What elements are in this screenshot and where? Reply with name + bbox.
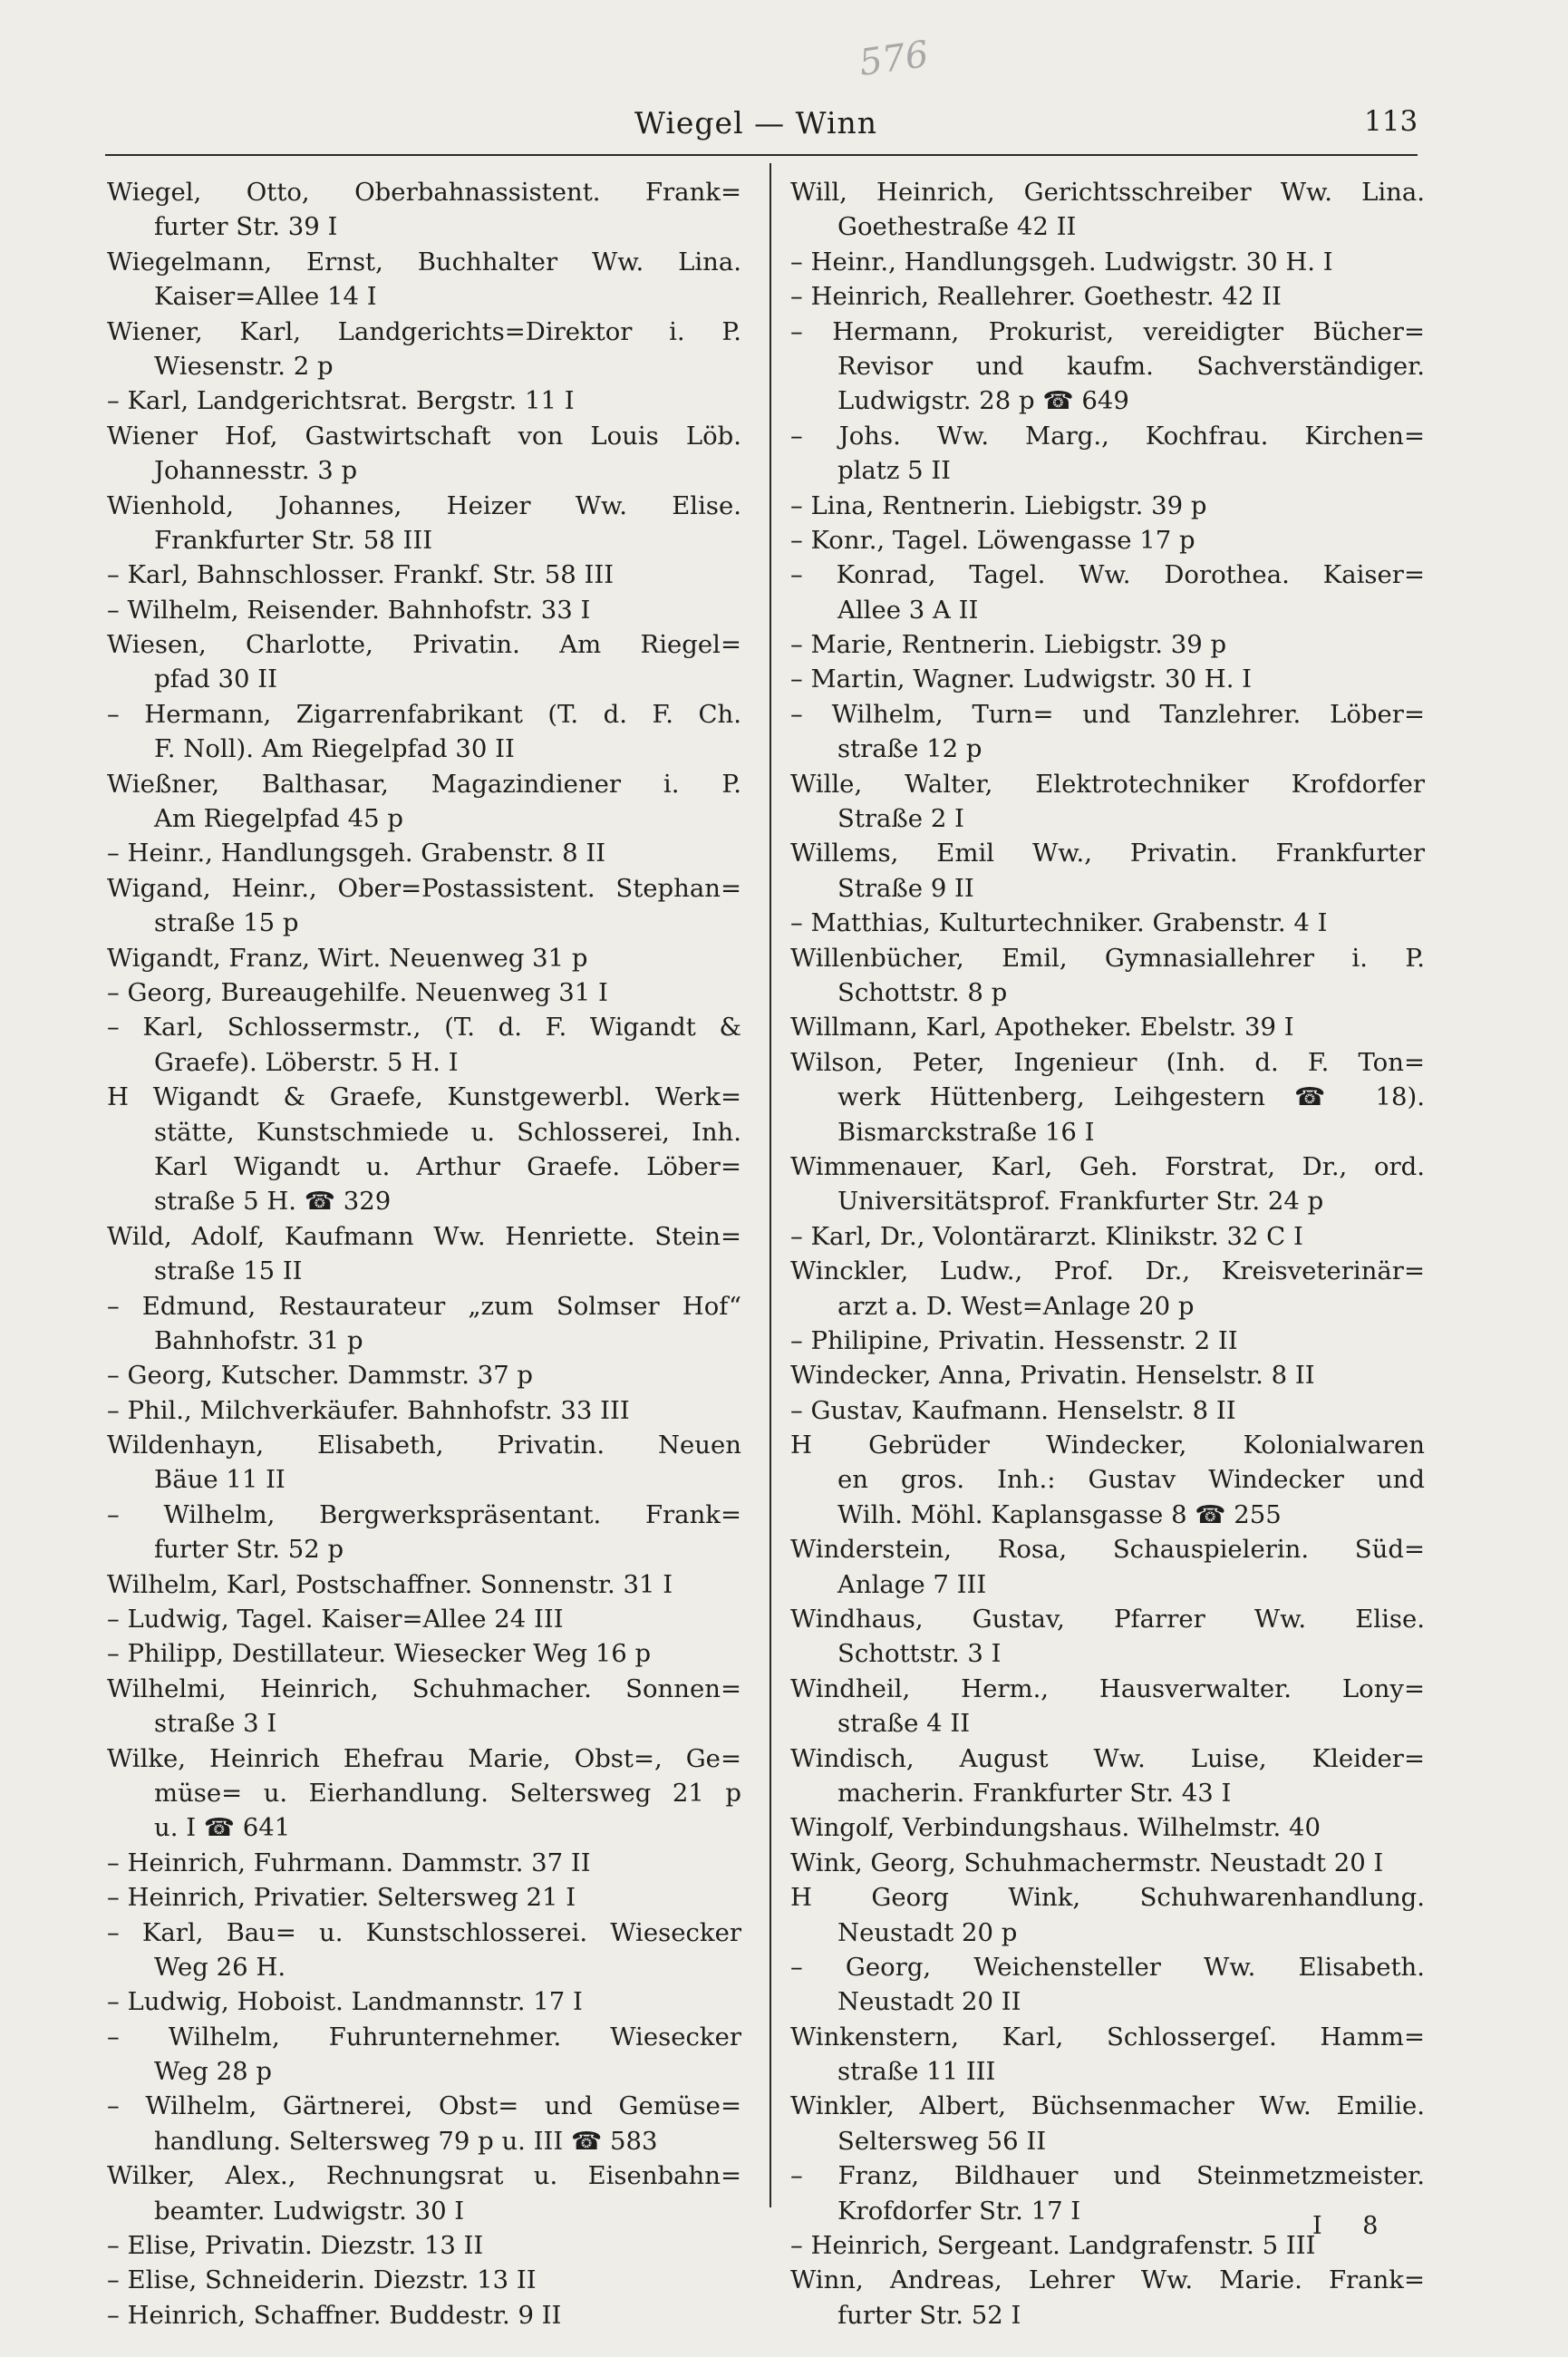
directory-line: – Heinrich, Fuhrmann. Dammstr. 37 II bbox=[107, 1848, 591, 1877]
directory-line: – Konrad, Tagel. Ww. Dorothea. Kaiser= bbox=[790, 560, 1425, 590]
directory-line: – Hermann, Prokurist, vereidigter Bücher= bbox=[790, 316, 1425, 346]
directory-line: straße 3 I bbox=[154, 1709, 277, 1739]
directory-line: müse= u. Eierhandlung. Seltersweg 21 p bbox=[154, 1778, 741, 1808]
directory-line: Winkler, Albert, Büchsenmacher Ww. Emilie. bbox=[790, 2091, 1425, 2121]
directory-line: Am Riegelpfad 45 p bbox=[154, 804, 403, 834]
directory-line: Wilson, Peter, Ingenieur (Inh. d. F. Ton= bbox=[790, 1047, 1425, 1077]
directory-line: beamter. Ludwigstr. 30 I bbox=[154, 2196, 465, 2226]
directory-line: – Marie, Rentnerin. Liebigstr. 39 p bbox=[790, 630, 1227, 660]
directory-line: – Wilhelm, Gärtnerei, Obst= und Gemüse= bbox=[107, 2091, 741, 2121]
directory-line: arzt a. D. West=Anlage 20 p bbox=[837, 1291, 1195, 1321]
directory-line: Seltersweg 56 II bbox=[837, 2126, 1047, 2156]
directory-line: Wink, Georg, Schuhmachermstr. Neustadt 20 I bbox=[790, 1848, 1384, 1877]
directory-line: Wiener Hof, Gastwirtschaft von Louis Löb. bbox=[107, 421, 741, 451]
directory-line: – Wilhelm, Bergwerkspräsentant. Frank= bbox=[107, 1499, 741, 1529]
directory-line: Winkenstern, Karl, Schlossergeſ. Hamm= bbox=[790, 2022, 1425, 2051]
directory-line: Winderstein, Rosa, Schauspielerin. Süd= bbox=[790, 1535, 1425, 1565]
directory-line: platz 5 II bbox=[837, 456, 952, 486]
directory-line: Graefe). Löberstr. 5 H. I bbox=[154, 1047, 459, 1077]
directory-line: en gros. Inh.: Gustav Windecker und bbox=[837, 1465, 1425, 1495]
directory-line: Neustadt 20 II bbox=[837, 1987, 1021, 2017]
directory-line: – Franz, Bildhauer und Steinmetzmeister. bbox=[790, 2161, 1425, 2191]
directory-line: Bismarckstraße 16 I bbox=[837, 1117, 1095, 1147]
directory-line: Willems, Emil Ww., Privatin. Frankfurter bbox=[790, 839, 1425, 868]
directory-line: macherin. Frankfurter Str. 43 I bbox=[837, 1778, 1232, 1808]
directory-line: Wimmenauer, Karl, Geh. Forstrat, Dr., ord. bbox=[790, 1151, 1425, 1181]
directory-line: Weg 26 H. bbox=[154, 1952, 286, 1982]
right-column bbox=[790, 175, 1425, 2333]
directory-line: Universitätsprof. Frankfurter Str. 24 p bbox=[837, 1187, 1324, 1217]
directory-line: – Konr., Tagel. Löwengasse 17 p bbox=[790, 525, 1195, 555]
directory-line: – Johs. Ww. Marg., Kochfrau. Kirchen= bbox=[790, 421, 1425, 451]
directory-line: – Georg, Bureaugehilfe. Neuenweg 31 I bbox=[107, 977, 608, 1007]
directory-line: – Elise, Privatin. Diezstr. 13 II bbox=[107, 2231, 484, 2261]
directory-line: Will, Heinrich, Gerichtsschreiber Ww. Lina. bbox=[790, 178, 1425, 207]
directory-line: Wiener, Karl, Landgerichts=Direktor i. P. bbox=[107, 316, 741, 346]
page-title: Wiegel — Winn bbox=[634, 105, 878, 141]
directory-line: straße 12 p bbox=[837, 734, 982, 764]
directory-line: straße 4 II bbox=[837, 1709, 971, 1739]
directory-line: – Karl, Schlossermstr., (T. d. F. Wigandt & bbox=[107, 1013, 741, 1043]
directory-line: – Edmund, Restaurateur „zum Solmser Hof“ bbox=[107, 1291, 741, 1321]
directory-line: – Heinr., Handlungsgeh. Ludwigstr. 30 H. I bbox=[790, 247, 1333, 276]
directory-line: Bäue 11 II bbox=[154, 1465, 286, 1495]
directory-line: handlung. Seltersweg 79 p u. III ☎ 583 bbox=[154, 2126, 658, 2156]
directory-line: Krofdorfer Str. 17 I bbox=[837, 2196, 1081, 2226]
directory-line: – Gustav, Kaufmann. Henselstr. 8 II bbox=[790, 1395, 1236, 1425]
directory-line: Wiesen, Charlotte, Privatin. Am Riegel= bbox=[107, 630, 741, 660]
directory-line: Willmann, Karl, Apotheker. Ebelstr. 39 I bbox=[790, 1013, 1294, 1043]
directory-line: – Wilhelm, Fuhrunternehmer. Wiesecker bbox=[107, 2022, 741, 2051]
directory-line: Willenbücher, Emil, Gymnasiallehrer i. P. bbox=[790, 943, 1425, 973]
pencil-annotation: 576 bbox=[857, 33, 932, 85]
directory-line: Weg 28 p bbox=[154, 2057, 272, 2087]
directory-line: – Georg, Weichensteller Ww. Elisabeth. bbox=[790, 1952, 1425, 1982]
directory-line: – Heinrich, Schaffner. Buddestr. 9 II bbox=[107, 2300, 562, 2330]
directory-line: Wigand, Heinr., Ober=Postassistent. Stephan= bbox=[107, 873, 741, 903]
directory-line: – Georg, Kutscher. Dammstr. 37 p bbox=[107, 1361, 534, 1391]
directory-line: Windecker, Anna, Privatin. Henselstr. 8 II bbox=[790, 1361, 1315, 1391]
directory-line: Wilhelmi, Heinrich, Schuhmacher. Sonnen= bbox=[107, 1673, 741, 1703]
directory-line: Wilker, Alex., Rechnungsrat u. Eisenbahn= bbox=[107, 2161, 741, 2191]
directory-line: straße 15 II bbox=[154, 1256, 303, 1286]
directory-line: – Wilhelm, Turn= und Tanzlehrer. Löber= bbox=[790, 699, 1425, 729]
directory-line: H Georg Wink, Schuhwarenhandlung. bbox=[790, 1883, 1425, 1913]
directory-line: – Ludwig, Tagel. Kaiser=Allee 24 III bbox=[107, 1605, 564, 1634]
directory-line: – Karl, Dr., Volontärarzt. Klinikstr. 32 C I bbox=[790, 1221, 1303, 1251]
column-divider bbox=[769, 163, 771, 2207]
directory-line: Kaiser=Allee 14 I bbox=[154, 282, 377, 312]
directory-line: Wingolf, Verbindungshaus. Wilhelmstr. 40 bbox=[790, 1813, 1321, 1843]
directory-line: – Karl, Bau= u. Kunstschlosserei. Wiesecker bbox=[107, 1917, 741, 1947]
directory-line: – Martin, Wagner. Ludwigstr. 30 H. I bbox=[790, 664, 1253, 694]
directory-line: stätte, Kunstschmiede u. Schlosserei, Inh. bbox=[154, 1117, 741, 1147]
directory-line: H Gebrüder Windecker, Kolonialwaren bbox=[790, 1431, 1425, 1460]
directory-line: F. Noll). Am Riegelpfad 30 II bbox=[154, 734, 515, 764]
directory-line: Ludwigstr. 28 p ☎ 649 bbox=[837, 386, 1129, 416]
directory-line: werk Hüttenberg, Leihgestern ☎ 18). bbox=[837, 1082, 1425, 1112]
page-number: 113 bbox=[1364, 105, 1418, 138]
directory-line: straße 15 p bbox=[154, 908, 299, 938]
directory-line: – Philipp, Destillateur. Wiesecker Weg 16 p bbox=[107, 1639, 652, 1669]
directory-line: Wiegel, Otto, Oberbahnassistent. Frank= bbox=[107, 178, 741, 207]
left-column bbox=[107, 175, 741, 2333]
directory-line: Wienhold, Johannes, Heizer Ww. Elise. bbox=[107, 490, 741, 520]
directory-line: Winn, Andreas, Lehrer Ww. Marie. Frank= bbox=[790, 2265, 1425, 2295]
directory-line: furter Str. 52 I bbox=[837, 2300, 1021, 2330]
directory-line: Frankfurter Str. 58 III bbox=[154, 525, 433, 555]
header-rule bbox=[105, 154, 1418, 156]
directory-line: Wilke, Heinrich Ehefrau Marie, Obst=, Ge= bbox=[107, 1743, 741, 1773]
directory-line: H Wigandt & Graefe, Kunstgewerbl. Werk= bbox=[107, 1082, 741, 1112]
directory-line: Winckler, Ludw., Prof. Dr., Kreisveterinär= bbox=[790, 1256, 1425, 1286]
directory-line: Goethestraße 42 II bbox=[837, 212, 1077, 242]
page-header bbox=[0, 105, 1568, 150]
directory-line: Schottstr. 8 p bbox=[837, 977, 1008, 1007]
directory-line: Neustadt 20 p bbox=[837, 1917, 1018, 1947]
directory-line: Wild, Adolf, Kaufmann Ww. Henriette. Stein= bbox=[107, 1221, 741, 1251]
directory-line: – Karl, Bahnschlosser. Frankf. Str. 58 III bbox=[107, 560, 615, 590]
directory-line: – Heinr., Handlungsgeh. Grabenstr. 8 II bbox=[107, 839, 606, 868]
directory-line: – Philipine, Privatin. Hessenstr. 2 II bbox=[790, 1325, 1238, 1355]
directory-line: straße 11 III bbox=[837, 2057, 996, 2087]
directory-line: – Lina, Rentnerin. Liebigstr. 39 p bbox=[790, 490, 1207, 520]
directory-line: – Wilhelm, Reisender. Bahnhofstr. 33 I bbox=[107, 595, 591, 625]
directory-line: Wildenhayn, Elisabeth, Privatin. Neuen bbox=[107, 1431, 741, 1460]
directory-line: Allee 3 A II bbox=[837, 595, 979, 625]
directory-line: Wießner, Balthasar, Magazindiener i. P. bbox=[107, 769, 741, 799]
directory-line: pfad 30 II bbox=[154, 664, 277, 694]
directory-line: Bahnhofstr. 31 p bbox=[154, 1325, 363, 1355]
directory-line: furter Str. 39 I bbox=[154, 212, 338, 242]
signature-mark: I 8 bbox=[1312, 2212, 1395, 2240]
directory-line: – Heinrich, Privatier. Seltersweg 21 I bbox=[107, 1883, 576, 1913]
directory-line: – Ludwig, Hoboist. Landmannstr. 17 I bbox=[107, 1987, 583, 2017]
directory-line: Revisor und kaufm. Sachverständiger. bbox=[837, 351, 1425, 381]
directory-line: straße 5 H. ☎ 329 bbox=[154, 1187, 392, 1217]
directory-line: Wiegelmann, Ernst, Buchhalter Ww. Lina. bbox=[107, 247, 741, 276]
directory-line: Schottstr. 3 I bbox=[837, 1639, 1002, 1669]
directory-line: Johannesstr. 3 p bbox=[154, 456, 358, 486]
directory-line: Wilhelm, Karl, Postschaffner. Sonnenstr. 31 I bbox=[107, 1569, 673, 1599]
directory-line: Windheil, Herm., Hausverwalter. Lony= bbox=[790, 1673, 1425, 1703]
directory-line: Straße 2 I bbox=[837, 804, 964, 834]
directory-line: Wilh. Möhl. Kaplansgasse 8 ☎ 255 bbox=[837, 1499, 1282, 1529]
directory-line: – Karl, Landgerichtsrat. Bergstr. 11 I bbox=[107, 386, 575, 416]
directory-line: Wille, Walter, Elektrotechniker Krofdorfer bbox=[790, 769, 1425, 799]
directory-line: – Heinrich, Reallehrer. Goethestr. 42 II bbox=[790, 282, 1282, 312]
directory-line: – Elise, Schneiderin. Diezstr. 13 II bbox=[107, 2265, 537, 2295]
directory-line: – Matthias, Kulturtechniker. Grabenstr. 4 I bbox=[790, 908, 1328, 938]
directory-line: Karl Wigandt u. Arthur Graefe. Löber= bbox=[154, 1151, 741, 1181]
directory-line: Windhaus, Gustav, Pfarrer Ww. Elise. bbox=[790, 1605, 1425, 1634]
directory-line: Straße 9 II bbox=[837, 873, 974, 903]
directory-line: – Hermann, Zigarrenfabrikant (T. d. F. Ch. bbox=[107, 699, 741, 729]
directory-line: Wiesenstr. 2 p bbox=[154, 351, 334, 381]
directory-line: furter Str. 52 p bbox=[154, 1535, 344, 1565]
directory-line: u. I ☎ 641 bbox=[154, 1813, 291, 1843]
directory-line: Wigandt, Franz, Wirt. Neuenweg 31 p bbox=[107, 943, 588, 973]
directory-line: Windisch, August Ww. Luise, Kleider= bbox=[790, 1743, 1425, 1773]
directory-line: – Phil., Milchverkäufer. Bahnhofstr. 33 III bbox=[107, 1395, 630, 1425]
directory-line: Anlage 7 III bbox=[837, 1569, 987, 1599]
directory-line: – Heinrich, Sergeant. Landgrafenstr. 5 III bbox=[790, 2231, 1316, 2261]
